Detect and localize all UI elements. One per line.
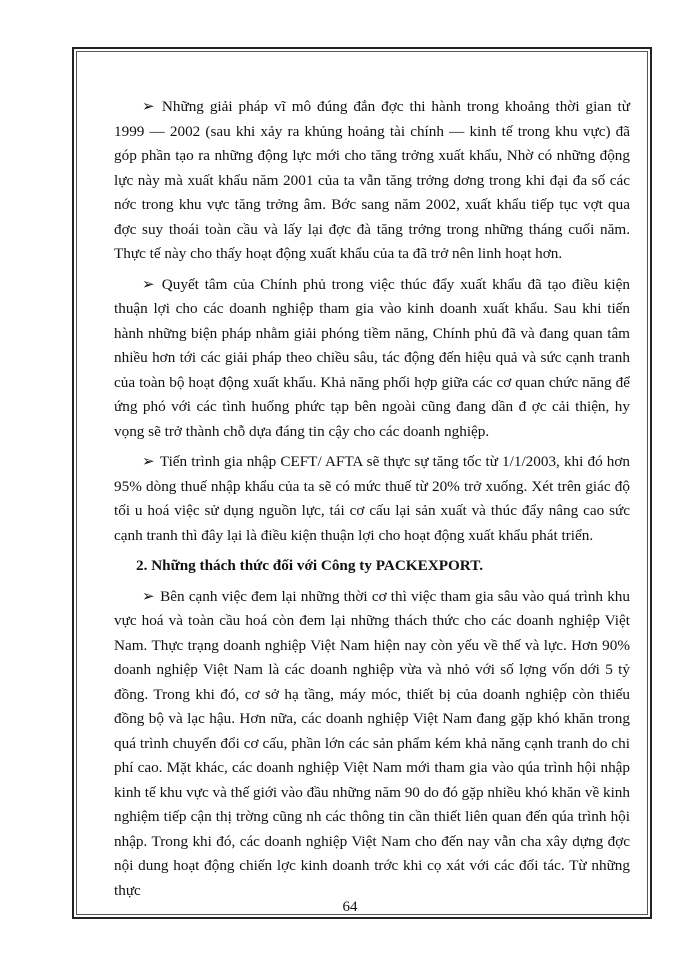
paragraph-macro-solutions: [114, 95, 630, 267]
arrow-bullet-icon: ➢: [142, 453, 155, 470]
arrow-bullet-icon: ➢: [142, 587, 155, 605]
paragraph-afta-integration: [114, 450, 630, 548]
paragraph-text: Tiến trình gia nhập CEFT/ AFTA sẽ thực sự tăng tốc từ 1/1/2003, khi đó hơn 95% dòng thuế nhập khẩu của ta sẽ có mức thuế từ 20% trở xuống. Xét trên giác độ tối u hoá việc sử dụng nguồn lực, tái cơ cấu lại sản xuất và thúc đẩy nâng cao sức cạnh tranh thì đây lại là điều kiện thuận lợi cho hoạt động xuất khẩu phát triển.: [114, 453, 630, 544]
paragraph-government-determination: [114, 273, 630, 445]
arrow-bullet-icon: ➢: [142, 275, 155, 293]
arrow-bullet-icon: ➢: [142, 98, 155, 115]
paragraph-challenges: [114, 585, 630, 904]
page-number: 64: [342, 899, 358, 915]
paragraph-text: Bên cạnh việc đem lại những thời cơ thì việc tham gia sâu vào quá trình khu vực hoá và toàn cầu hoá còn đem lại những thách thức cho các doanh nghiệp Việt Nam. Thực trạng doanh nghiệp Việt Nam hiện nay còn yếu về thế và lực. Hơn 90% doanh nghiệp Việt Nam là các doanh nghiệp vừa và nhỏ với số lợng vốn dới 5 tỷ đồng. Trong khi đó, cơ sở hạ tầng, máy móc, thiết bị của doanh nghiệp còn thiếu đồng bộ và lạc hậu. Hơn nữa, các doanh nghiệp Việt Nam đang gặp khó khăn trong quá trình chuyển đổi cơ cấu, phần lớn các sản phẩm kém khả năng cạnh tranh do chi phí cao. Mặt khác, các doanh nghiệp Việt Nam mới tham gia vào qúa trình hội nhập kinh tế khu vực và thế giới vào đầu những năm 90 do đó gặp nhiều khó khăn về kinh nghiệm tiếp cận thị trờng cũng nh các thông tin cần thiết liên quan đến qúa trình hội nhập. Trong khi đó, các doanh nghiệp Việt Nam cho đến nay vẫn cha xây dựng đợc nội dung hoạt động chiến lợc kinh doanh trớc khi cọ xát với các đối tác. Từ những thực: [114, 587, 630, 899]
paragraph-text: Quyết tâm của Chính phủ trong việc thúc đẩy xuất khẩu đã tạo điều kiện thuận lợi cho các doanh nghiệp tham gia vào kinh doanh xuất khẩu. Sau khi tiến hành những biện pháp nhằm giải phóng tiềm năng, Chính phủ đã và đang quan tâm nhiều hơn tới các giải pháp theo chiều sâu, tác động đến hiệu quả và sức cạnh tranh của toàn bộ hoạt động xuất khẩu. Khả năng phối hợp giữa các cơ quan chức năng để ứng phó với các tình huống phức tạp bên ngoài cũng đang dần đ ợc cải thiện, hy vọng sẽ trở thành chỗ dựa đáng tin cậy cho các doanh nghiệp.: [114, 275, 630, 440]
section-heading: 2. Những thách thức đối với Công ty PACKEXPORT.: [136, 557, 484, 574]
page-body: [114, 95, 630, 909]
paragraph-text: Những giải pháp vĩ mô đúng đắn đợc thi hành trong khoảng thời gian từ 1999 — 2002 (sau khi xảy ra khủng hoảng tài chính — kinh tế trong khu vực) đã góp phần tạo ra những động lực mới cho tăng trởng xuất khẩu, Nhờ có những động lực này mà xuất khẩu năm 2001 của ta vẫn tăng trởng dơng trong khi đại đa số các nớc trong khu vực tăng trởng âm. Bớc sang năm 2002, xuất khẩu tiếp tục vợt qua đợc suy thoái toàn cầu và lấy lại đợc đà tăng trởng trong những tháng cuối năm. Thực tế này cho thấy hoạt động xuất khẩu của ta đã trở nên linh hoạt hơn.: [114, 98, 630, 262]
